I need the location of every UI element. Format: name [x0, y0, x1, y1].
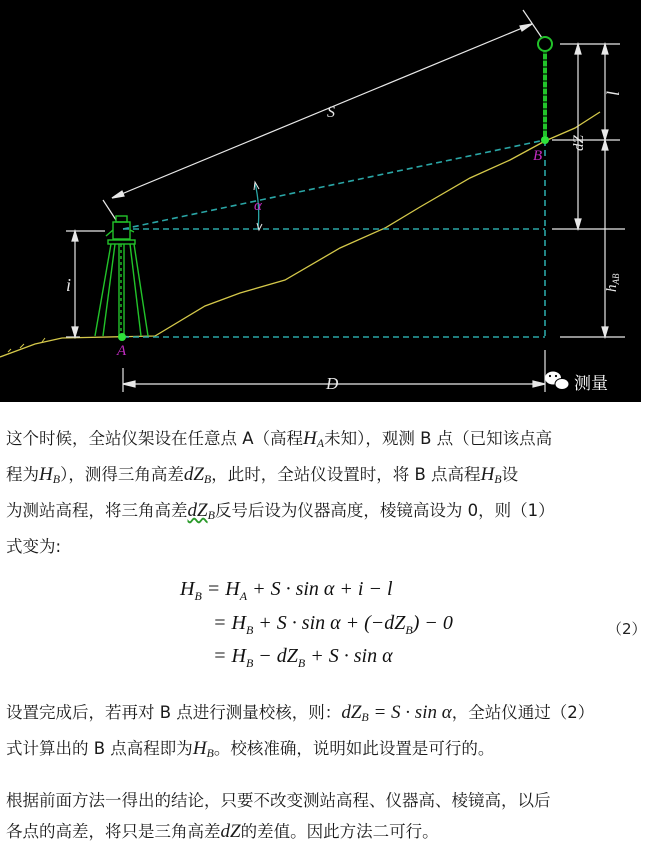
label-A: A [117, 343, 127, 359]
math-sub: A [239, 589, 248, 603]
text-run: 设置完成后，若再对 B 点进行测量校核，则： [6, 703, 342, 722]
math-var: dZ [183, 464, 204, 485]
math-sub: B [203, 472, 212, 486]
math-var: dZ [187, 500, 208, 521]
math-var: H [480, 464, 495, 485]
math-sub: B [194, 589, 202, 603]
math-var: H [303, 428, 317, 449]
label-D: D [326, 374, 339, 393]
equation-line-2 [213, 612, 453, 638]
math-sub: A [316, 436, 325, 450]
text-run: 设 [501, 465, 519, 484]
text-run: ，此时，全站仪设置时，将 B 点高程 [211, 465, 481, 484]
math-sub: B [245, 656, 254, 670]
paragraph-2 [6, 697, 661, 769]
math-var: H [192, 738, 207, 759]
equation-line-3 [213, 645, 393, 671]
math-sub: B [52, 472, 61, 486]
label-B: B [533, 148, 543, 164]
label-l: l [603, 90, 623, 96]
math-sub: B [297, 656, 306, 670]
math-run: − dZ [253, 645, 298, 667]
math-run: = H [213, 645, 246, 667]
math-run: = S · sin α [368, 702, 452, 723]
math-run: = H [213, 612, 246, 634]
math-var: dZ [341, 702, 362, 723]
label-S: S [327, 104, 335, 121]
math-sub: B [206, 746, 214, 760]
watermark-text: 测量 [574, 374, 608, 394]
paragraph-1 [6, 423, 661, 562]
math-run: = H [201, 578, 240, 600]
text-run: 未知），观测 B 点（已知该点高 [324, 429, 553, 448]
math-run: + S · sin α + (−dZ [253, 612, 406, 634]
point-A-marker [118, 333, 126, 341]
label-alpha: α [254, 198, 262, 214]
math-sub: B [207, 508, 215, 522]
text-run: 。校核准确，说明如此设置是可行的。 [213, 739, 495, 758]
text-run: ，全站仪通过（2） [451, 703, 595, 722]
math-run: ) − 0 [412, 612, 453, 634]
math-var: H [39, 464, 53, 485]
math-var: dZ [220, 821, 241, 842]
equation-number: （2） [607, 620, 647, 638]
text-run: 程为 [6, 465, 39, 484]
text-run: 根据前面方法一得出的结论，只要不改变测站高程、仪器高、棱镜高，以后 [6, 791, 551, 810]
text-run: 的差值。因此方法二可行。 [240, 822, 439, 841]
paragraph-3 [6, 785, 661, 847]
math-sub: B [494, 472, 502, 486]
label-hAB: $h_{AB}$ [604, 273, 621, 292]
text-run: 各点的高差，将只是三角高差 [6, 822, 221, 841]
text-run: 这个时候，全站仪架设在任意点 A（高程 [6, 429, 304, 448]
math-sub: B [245, 623, 254, 637]
text-run: 式变为: [6, 537, 62, 556]
equation-line-1 [180, 578, 393, 604]
math-run: + S · sin α [305, 645, 393, 667]
math-sub: B [361, 710, 369, 724]
text-run: ），测得三角高差 [60, 465, 184, 484]
point-B-marker [541, 136, 549, 144]
label-dZ: dZ [571, 135, 587, 151]
text-run: 式计算出的 B 点高程即为 [6, 739, 193, 758]
math-sub: B [405, 623, 413, 637]
math-var: H [180, 578, 195, 600]
math-run: + S · sin α + i − l [247, 578, 393, 600]
text-run: 反号后设为仪器高度，棱镜高设为 0，则（1） [214, 501, 555, 520]
survey-diagram [0, 0, 641, 402]
label-i: i [66, 275, 72, 295]
text-run: 为测站高程，将三角高差 [6, 501, 188, 520]
